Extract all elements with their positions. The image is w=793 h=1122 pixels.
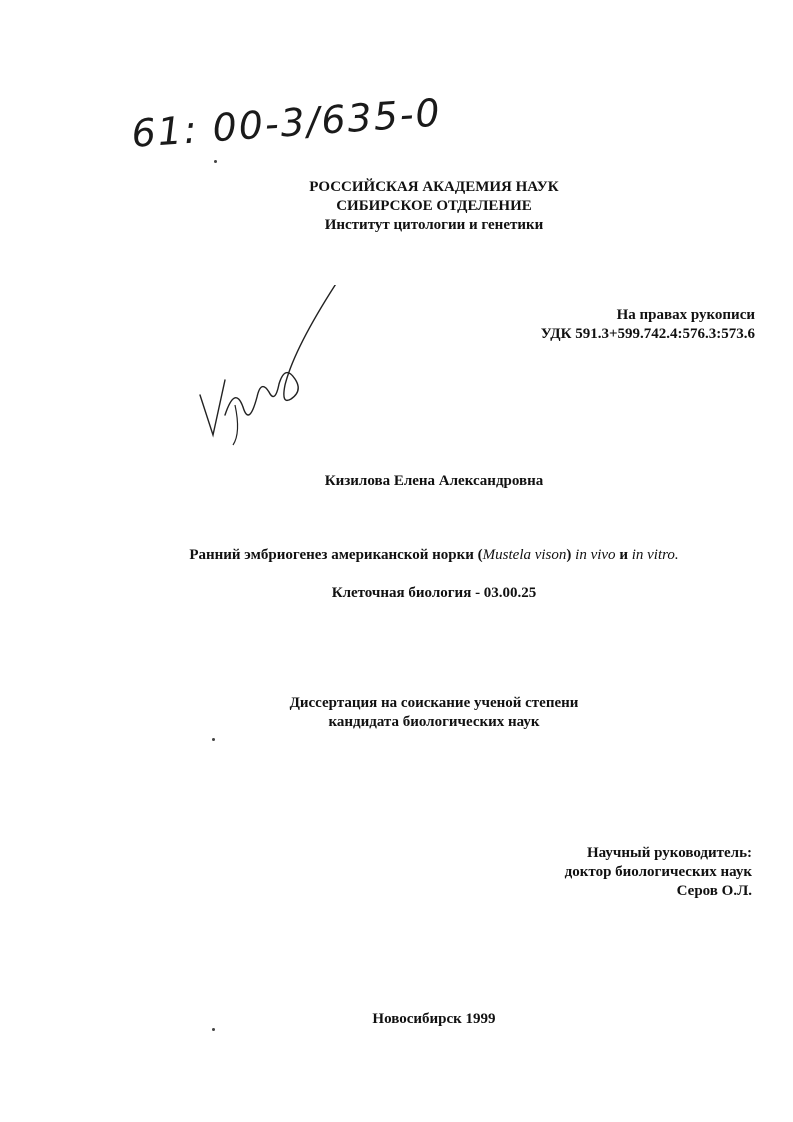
rights-note: На правах рукописи <box>616 307 755 323</box>
author-name: Кизилова Елена Александровна <box>324 473 544 489</box>
dissertation-title <box>0 546 793 565</box>
title-in-vivo: in vivo <box>575 547 616 563</box>
rights-block <box>400 306 755 344</box>
degree-line-2: кандидата биологических наук <box>328 714 540 730</box>
supervisor-degree: доктор биологических наук <box>564 864 752 880</box>
title-conjunction: и <box>615 547 632 563</box>
udc-code: УДК 591.3+599.742.4:576.3:573.6 <box>540 326 755 342</box>
scan-speck <box>214 160 217 163</box>
title-part-2: ) <box>566 547 576 563</box>
scan-speck <box>212 1028 215 1031</box>
title-in-vitro: in vitro. <box>631 547 679 563</box>
degree-statement <box>0 694 793 732</box>
supervisor-name: Серов О.Л. <box>676 883 752 899</box>
title-latin-name: Mustela vison <box>482 547 567 563</box>
scan-speck <box>212 738 215 741</box>
branch-name: СИБИРСКОЕ ОТДЕЛЕНИЕ <box>336 198 532 214</box>
city-year: Новосибирск 1999 <box>372 1011 496 1027</box>
supervisor-block <box>400 844 752 901</box>
institute-name: Институт цитологии и генетики <box>324 217 544 233</box>
title-part-1: Ранний эмбриогенез американской норки ( <box>189 547 483 563</box>
academy-name: РОССИЙСКАЯ АКАДЕМИЯ НАУК <box>309 179 559 195</box>
academy-header <box>0 178 793 235</box>
specialty-code: Клеточная биология - 03.00.25 <box>331 585 537 601</box>
degree-line-1: Диссертация на соискание ученой степени <box>289 695 579 711</box>
signature <box>195 285 365 465</box>
supervisor-label: Научный руководитель: <box>587 845 752 861</box>
handwritten-archive-code: 61: 00-3/635-0 <box>130 90 444 156</box>
